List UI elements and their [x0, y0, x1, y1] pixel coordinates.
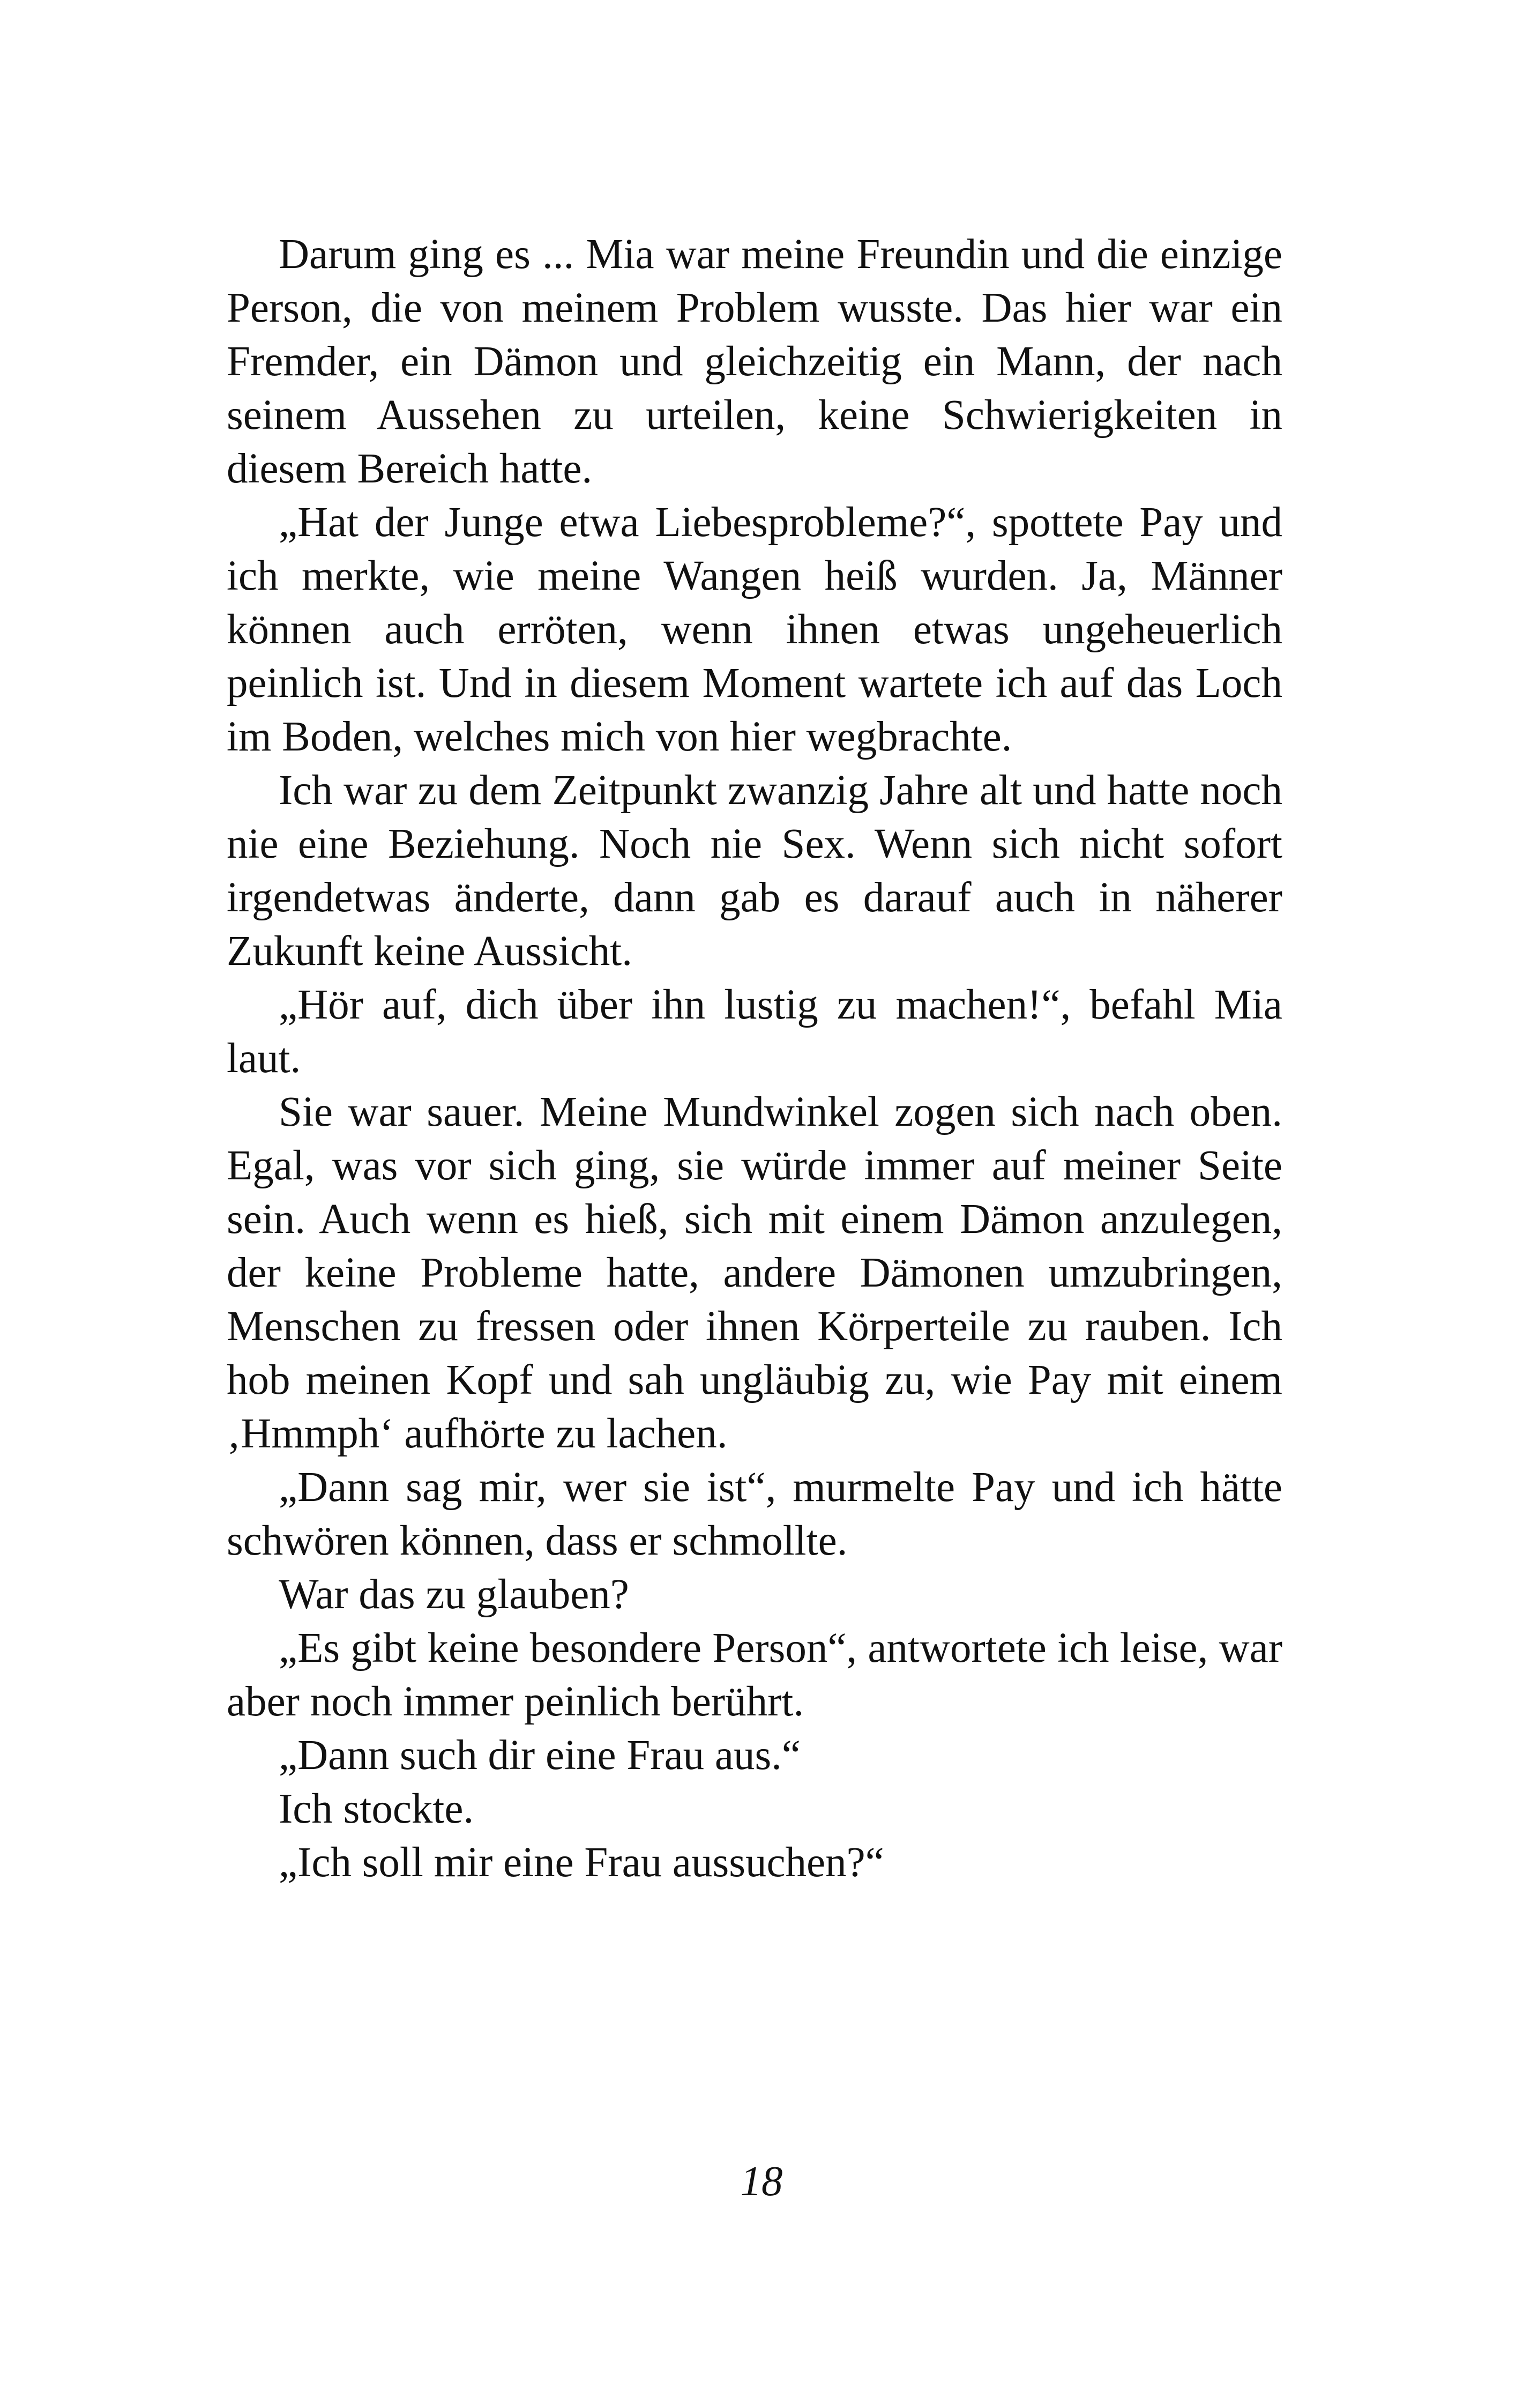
paragraph: „Es gibt keine besondere Person“, antwortete ich leise, war aber noch immer peinlich berührt. — [227, 1625, 1282, 1725]
paragraph: „Ich soll mir eine Frau aussuchen?“ — [279, 1839, 884, 1886]
paragraph: „Hat der Junge etwa Liebesprobleme?“, spottete Pay und ich merkte, wie meine Wangen heiß wurden. Ja, Männer können auch erröten, wenn ihnen etwas ungeheuerlich peinlich ist. Und in diesem Moment wartete ich auf das Loch im Boden, welches mich von hier wegbrachte. — [227, 499, 1282, 760]
paragraph: Ich stockte. — [279, 1786, 474, 1832]
paragraph: „Hör auf, dich über ihn lustig zu machen!“, befahl Mia laut. — [227, 982, 1282, 1082]
paragraph: „Dann sag mir, wer sie ist“, murmelte Pay und ich hätte schwören können, dass er schmollte. — [227, 1464, 1282, 1564]
paragraph: Darum ging es ... Mia war meine Freundin und die einzige Person, die von meinem Problem wusste. Das hier war ein Fremder, ein Dämon und gleichzeitig ein Mann, der nach seinem Aussehen zu urteilen, keine Schwierigkeiten in diesem Bereich hatte. — [227, 231, 1282, 492]
paragraph: Ich war zu dem Zeitpunkt zwanzig Jahre alt und hatte noch nie eine Beziehung. Noch nie Sex. Wenn sich nicht sofort irgendetwas änderte, dann gab es darauf auch in näherer Zukunft keine Aussicht. — [227, 767, 1282, 975]
paragraph: War das zu glauben? — [279, 1571, 629, 1618]
paragraph: „Dann such dir eine Frau aus.“ — [279, 1732, 801, 1779]
body-text — [227, 228, 1282, 1890]
paragraph: Sie war sauer. Meine Mundwinkel zogen sich nach oben. Egal, was vor sich ging, sie würde immer auf meiner Seite sein. Auch wenn es hieß, sich mit einem Dämon anzulegen, der keine Probleme hatte, andere Dämonen umzubringen, Menschen zu fressen oder ihnen Körperteile zu rauben. Ich hob meinen Kopf und sah ungläubig zu, wie Pay mit einem ‚Hmmph‘ aufhörte zu lachen. — [227, 1089, 1282, 1457]
page-number: 18 — [740, 2158, 783, 2205]
